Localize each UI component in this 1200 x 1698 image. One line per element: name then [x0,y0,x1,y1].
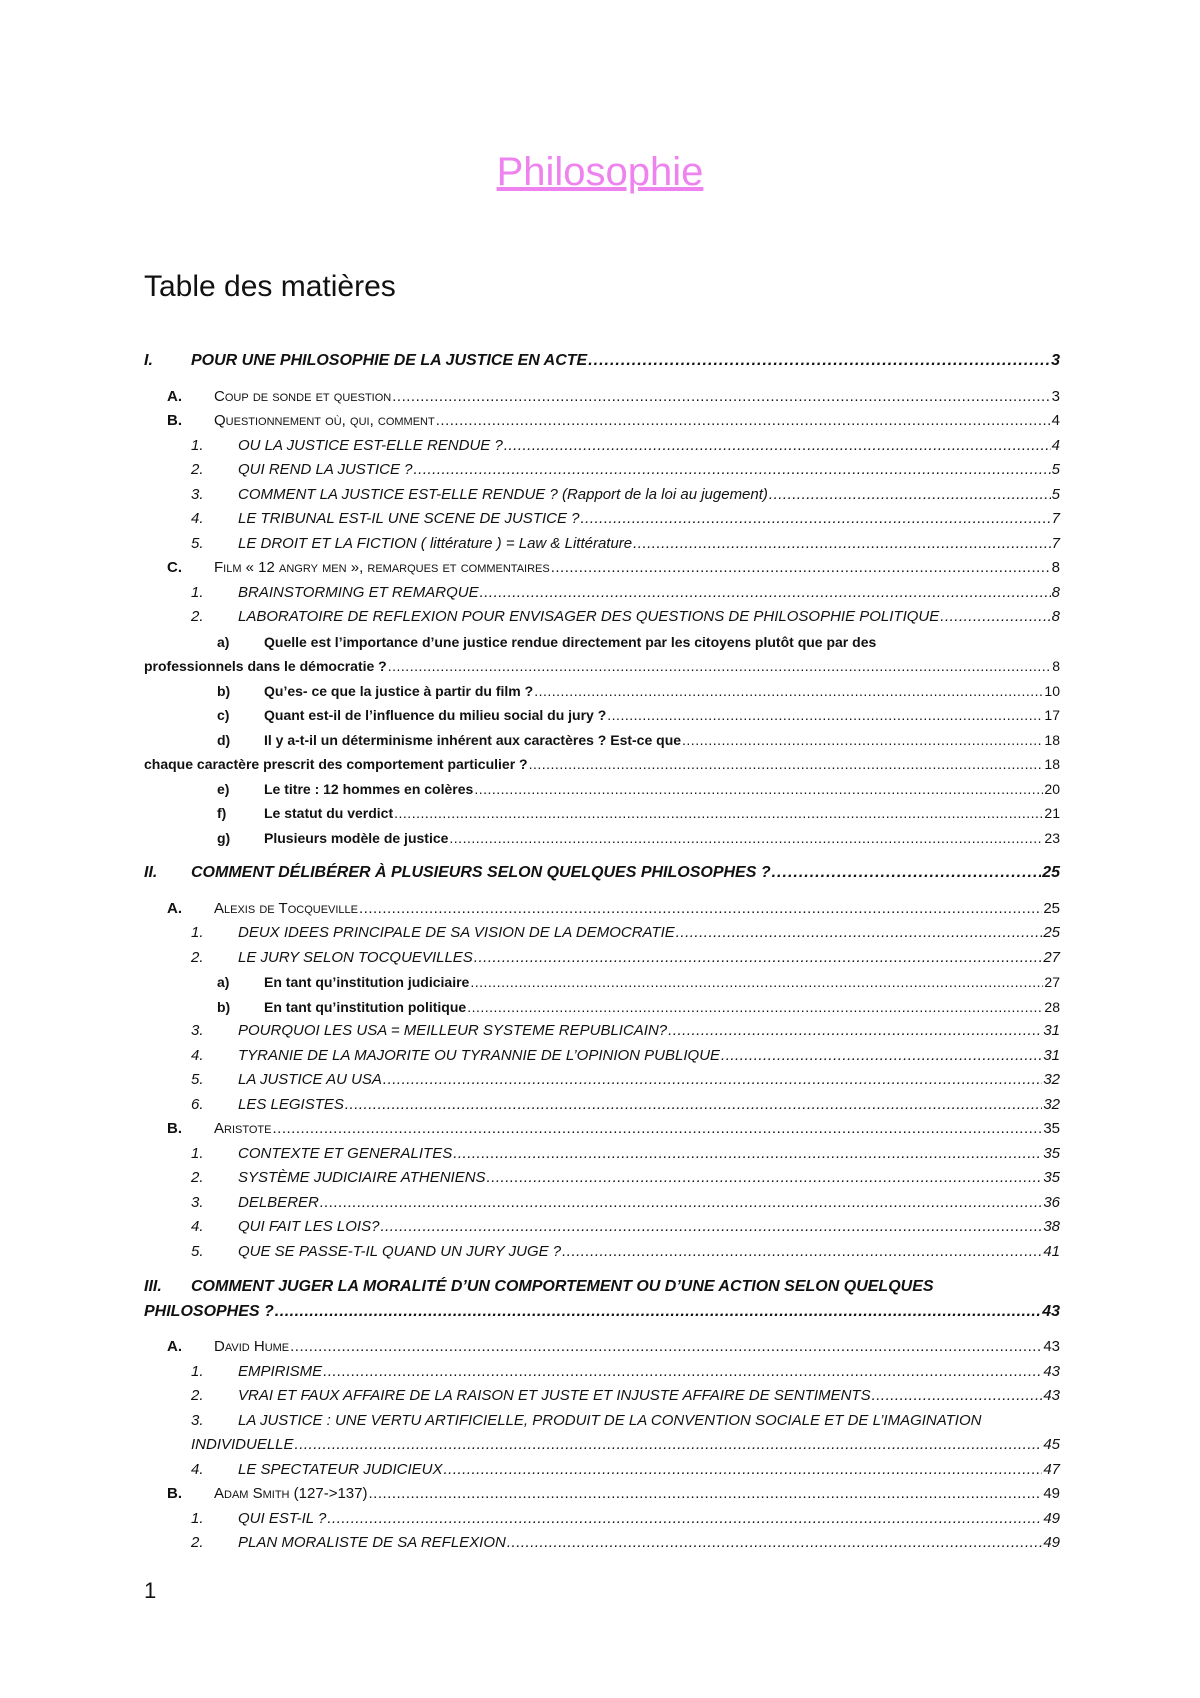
toc-entry-text: chaque caractère prescrit des comportement particulier ? [144,756,528,772]
toc-leader-dots [668,1019,1042,1044]
toc-entry-page: 5 [1051,485,1060,503]
toc-leader-dots [449,826,1043,851]
toc-entry-text: Coup de sonde et question [214,387,392,405]
toc-leader-dots [368,1482,1042,1507]
toc-entry-text: LA JUSTICE : UNE VERTU ARTIFICIELLE, PRODUIT DE LA CONVENTION SOCIALE ET DE L’IMAGINATION [238,1411,982,1429]
toc-entry-text: Film « 12 angry men », remarques et commentaires [214,559,550,576]
toc-entry-number: 2. [191,608,204,625]
toc-entry[interactable] [144,801,1060,826]
toc-entry-page: 47 [1043,1460,1060,1478]
toc-entry-number: 3. [191,485,204,503]
toc-entry-page: 21 [1044,805,1060,821]
document-title: Philosophie [496,150,704,194]
toc-entry-text: LE JURY SELON TOCQUEVILLES [238,948,473,966]
toc-leader-dots [290,1335,1042,1360]
toc-entry[interactable] [144,921,1060,946]
toc-entry[interactable] [144,1117,1060,1142]
toc-entry-number: 6. [191,1095,204,1113]
toc-entry[interactable] [144,1191,1060,1216]
toc-entry-page: 27 [1044,974,1060,990]
toc-entry[interactable] [144,1142,1060,1167]
toc-entry[interactable] [144,385,1060,410]
toc-entry-number: d) [217,731,231,748]
toc-leader-dots [474,777,1043,802]
toc-entry[interactable] [144,532,1060,557]
toc-entry[interactable] [144,1166,1060,1191]
toc-entry-number: f) [217,805,227,821]
toc-entry-page: 23 [1044,829,1060,846]
toc-entry-number: 1. [191,924,204,941]
toc-heading: Table des matières [144,270,396,303]
toc-entry[interactable] [144,434,1060,459]
toc-entry[interactable] [144,861,1060,886]
page-number: 1 [144,1578,157,1603]
toc-entry-text: CONTEXTE ET GENERALITES [238,1144,453,1162]
toc-entry[interactable] [144,1458,1060,1483]
toc-entry-text: VRAI ET FAUX AFFAIRE DE LA RAISON ET JUSTE ET INJUSTE AFFAIRE DE SENTIMENTS [238,1387,871,1404]
toc-leader-dots [470,970,1043,995]
toc-entry-text: LABORATOIRE DE REFLEXION POUR ENVISAGER DES QUESTIONS DE PHILOSOPHIE POLITIQUE [238,608,940,625]
toc-entry-page: 5 [1051,461,1060,478]
toc-entry-number: 3. [191,1411,204,1429]
toc-entry-text: LES LEGISTES [238,1095,344,1113]
toc-leader-dots [380,1215,1042,1240]
toc-leader-dots [392,385,1050,410]
toc-entry-text: QUI FAIT LES LOIS? [238,1218,380,1235]
toc-entry[interactable] [144,777,1060,802]
toc-entry[interactable] [144,556,1060,581]
toc-leader-dots [345,1093,1042,1118]
toc-entry-page: 25 [1043,899,1060,917]
toc-entry-number: 1. [191,1144,204,1162]
toc-entry-number: III. [144,1278,162,1295]
toc-entry-page: 43 [1043,1338,1060,1355]
toc-entry-text: Plusieurs modèle de justice [264,829,449,846]
toc-entry-number: c) [217,707,230,723]
toc-entry-page: 20 [1044,780,1060,797]
toc-entry-text: POURQUOI LES USA = MEILLEUR SYSTEME REPUBLICAIN? [238,1022,668,1039]
toc-entry[interactable] [144,728,1060,753]
toc-entry-number: 2. [191,461,204,478]
toc-entry-text: DEUX IDEES PRINCIPALE DE SA VISION DE LA DEMOCRATIE [238,924,675,941]
toc-entry-page: 31 [1043,1022,1060,1039]
toc-leader-dots [581,507,1051,532]
toc-entry-page: 43 [1043,1387,1060,1404]
toc-entry-text: LE DROIT ET LA FICTION ( littérature ) = Law & Littérature [238,534,633,552]
toc-entry-page: 38 [1043,1218,1060,1235]
toc-entry[interactable] [144,458,1060,483]
toc-entry-text: Quelle est l’importance d’une justice rendue directement par les citoyens plutôt que par des [264,633,877,650]
toc-entry[interactable] [144,703,1060,728]
toc-entry[interactable] [144,1019,1060,1044]
toc-entry[interactable] [144,946,1060,971]
toc-entry-page: 35 [1043,1120,1060,1137]
toc-entry-number: A. [167,387,182,405]
toc-entry[interactable] [144,1044,1060,1069]
toc-entry-text: Alexis de Tocqueville [214,899,358,917]
toc-entry-number: 4. [191,1460,204,1478]
toc-entry-text: EMPIRISME [238,1362,323,1380]
toc-entry-number: b) [217,998,231,1015]
table-of-contents [144,349,1060,1556]
toc-entry-text: professionnels dans le démocratie ? [144,658,387,674]
toc-entry-page: 32 [1043,1071,1060,1088]
toc-leader-dots [562,1240,1042,1265]
toc-entry-number: B. [167,1120,182,1137]
toc-entry-text: QUI EST-IL ? [238,1509,327,1527]
toc-entry[interactable] [144,630,1060,655]
toc-entry[interactable] [144,581,1060,606]
toc-leader-dots [436,409,1051,434]
toc-entry-text: Qu’es- ce que la justice à partir du film ? [264,682,534,699]
toc-entry-page: 3 [1051,387,1060,405]
toc-entry[interactable] [144,1482,1060,1507]
toc-entry-page: 49 [1043,1485,1060,1502]
toc-entry-text: Questionnement où, qui, comment [214,412,435,429]
toc-entry-number: 3. [191,1022,204,1039]
toc-leader-dots [487,1166,1043,1191]
toc-leader-dots [467,995,1043,1020]
toc-leader-dots [772,861,1042,886]
toc-entry-number: II. [144,864,158,881]
toc-leader-dots [320,1191,1042,1216]
toc-leader-dots [529,752,1044,777]
toc-entry-text: David Hume [214,1338,290,1355]
toc-entry-number: C. [167,559,182,576]
toc-leader-dots [327,1507,1042,1532]
toc-leader-dots [474,946,1043,971]
toc-entry[interactable] [144,1360,1060,1385]
toc-entry-page: 45 [1043,1436,1060,1453]
toc-entry-number: 1. [191,1509,204,1527]
toc-leader-dots [443,1458,1042,1483]
toc-entry[interactable] [144,1433,1060,1458]
toc-leader-dots [275,1300,1041,1325]
toc-entry[interactable] [144,995,1060,1020]
toc-leader-dots [323,1360,1042,1385]
toc-entry-text: QUE SE PASSE-T-IL QUAND UN JURY JUGE ? [238,1242,562,1260]
toc-entry[interactable] [144,826,1060,851]
toc-entry-number: g) [217,829,231,846]
toc-entry-page: 49 [1043,1534,1060,1551]
toc-entry-page: 35 [1043,1144,1060,1162]
toc-entry-page: 8 [1051,559,1060,576]
toc-entry-text: Adam Smith (127->137) [214,1485,368,1502]
toc-entry-page: 32 [1043,1095,1060,1113]
toc-entry[interactable] [144,1275,1060,1300]
toc-entry-number: B. [167,412,182,429]
toc-entry-text: TYRANIE DE LA MAJORITE OU TYRANNIE DE L’OPINION PUBLIQUE [238,1046,721,1064]
toc-entry-text: BRAINSTORMING ET REMARQUE [238,583,479,601]
toc-entry-number: a) [217,633,230,650]
toc-entry-number: 4. [191,510,204,527]
toc-leader-dots [413,458,1050,483]
toc-entry-text: INDIVIDUELLE [191,1436,294,1453]
toc-entry-page: 36 [1043,1193,1060,1211]
toc-entry[interactable] [144,897,1060,922]
toc-entry-page: 8 [1051,583,1060,601]
toc-entry[interactable] [144,752,1060,777]
toc-entry-page: 25 [1043,924,1060,941]
toc-entry[interactable] [144,1240,1060,1265]
toc-entry-text: LE SPECTATEUR JUDICIEUX [238,1460,443,1478]
toc-entry-number: 4. [191,1218,204,1235]
toc-leader-dots [359,897,1042,922]
toc-entry-page: 43 [1042,1302,1060,1320]
toc-entry-text: PLAN MORALISTE DE SA REFLEXION [238,1534,506,1551]
toc-entry-number: 5. [191,1242,204,1260]
toc-entry-number: 2. [191,948,204,966]
toc-entry-text: COMMENT LA JUSTICE EST-ELLE RENDUE ? (Rapport de la loi au jugement) [238,485,768,503]
toc-entry[interactable] [144,1531,1060,1556]
toc-entry-text: PHILOSOPHES ? [144,1302,274,1320]
toc-entry[interactable] [144,679,1060,704]
toc-leader-dots [588,349,1050,374]
toc-entry-page: 8 [1052,658,1060,674]
toc-entry-text: QUI REND LA JUSTICE ? [238,461,413,478]
toc-entry-page: 28 [1044,998,1060,1015]
toc-entry[interactable] [144,1335,1060,1360]
toc-entry-text: Quant est-il de l’influence du milieu social du jury ? [264,707,607,723]
toc-entry-number: A. [167,1338,182,1355]
toc-entry[interactable] [144,507,1060,532]
toc-entry[interactable] [144,1300,1060,1325]
toc-entry-number: 4. [191,1046,204,1064]
toc-entry-page: 25 [1042,864,1060,881]
toc-entry-text: En tant qu’institution judiciaire [264,974,470,990]
toc-leader-dots [295,1433,1043,1458]
toc-entry[interactable] [144,605,1060,630]
toc-entry-page: 4 [1051,412,1060,429]
toc-entry-number: 1. [191,583,204,601]
toc-leader-dots [394,801,1043,826]
toc-entry-number: 1. [191,1362,204,1380]
toc-entry-page: 43 [1043,1362,1060,1380]
toc-entry-page: 18 [1044,731,1060,748]
toc-leader-dots [272,1117,1042,1142]
toc-entry-page: 35 [1043,1169,1060,1186]
toc-entry-page: 27 [1043,948,1060,966]
toc-entry[interactable] [144,1093,1060,1118]
toc-entry[interactable] [144,970,1060,995]
toc-entry-number: 2. [191,1169,204,1186]
toc-entry[interactable] [144,654,1060,679]
toc-entry-text: En tant qu’institution politique [264,998,467,1015]
toc-leader-dots [940,605,1050,630]
toc-entry-page: 8 [1051,608,1060,625]
toc-leader-dots [721,1044,1042,1069]
toc-entry-text: DELBERER [238,1193,319,1211]
toc-entry-text: COMMENT DÉLIBÉRER À PLUSIEURS SELON QUELQUES PHILOSOPHES ? [191,864,771,881]
toc-entry-text: Le statut du verdict [264,805,394,821]
toc-entry-page: 18 [1044,756,1060,772]
toc-entry-number: 2. [191,1387,204,1404]
toc-entry-number: e) [217,780,230,797]
toc-entry[interactable] [144,1384,1060,1409]
toc-leader-dots [453,1142,1042,1167]
toc-entry-number: a) [217,974,230,990]
toc-entry[interactable] [144,349,1060,374]
toc-leader-dots [676,921,1043,946]
toc-entry-number: B. [167,1485,182,1502]
toc-entry-text: POUR UNE PHILOSOPHIE DE LA JUSTICE EN ACTE [191,352,588,369]
toc-entry-text: LE TRIBUNAL EST-IL UNE SCENE DE JUSTICE ? [238,510,580,527]
toc-entry-page: 7 [1051,534,1060,552]
toc-leader-dots [607,703,1043,728]
toc-leader-dots [480,581,1051,606]
toc-entry-text: Le titre : 12 hommes en colères [264,780,474,797]
toc-entry[interactable] [144,1215,1060,1240]
toc-leader-dots [388,654,1051,679]
toc-entry-number: 5. [191,1071,204,1088]
toc-entry-page: 3 [1051,352,1060,369]
toc-leader-dots [504,434,1051,459]
toc-entry[interactable] [144,1507,1060,1532]
toc-entry-text: OU LA JUSTICE EST-ELLE RENDUE ? [238,436,503,454]
toc-entry-number: 3. [191,1193,204,1211]
toc-leader-dots [551,556,1051,581]
toc-entry[interactable] [144,1409,1060,1434]
toc-entry-page: 4 [1051,436,1060,454]
toc-leader-dots [507,1531,1042,1556]
toc-entry-page: 41 [1043,1242,1060,1260]
toc-entry-page: 10 [1044,682,1060,699]
toc-entry[interactable] [144,483,1060,508]
toc-entry-page: 7 [1051,510,1060,527]
toc-leader-dots [383,1068,1042,1093]
toc-entry-page: 49 [1043,1509,1060,1527]
toc-entry-page: 17 [1044,707,1060,723]
toc-leader-dots [534,679,1043,704]
toc-entry-text: SYSTÈME JUDICIAIRE ATHENIENS [238,1169,486,1186]
toc-entry[interactable] [144,409,1060,434]
toc-entry-text: Aristote [214,1120,272,1137]
toc-entry-text: COMMENT JUGER LA MORALITÉ D’UN COMPORTEMENT OU D’UNE ACTION SELON QUELQUES [191,1278,934,1295]
toc-entry-number: 1. [191,436,204,454]
toc-entry-number: A. [167,899,182,917]
toc-entry-page: 31 [1043,1046,1060,1064]
toc-entry-number: b) [217,682,231,699]
toc-entry[interactable] [144,1068,1060,1093]
toc-entry-text: Il y a-t-il un déterminisme inhérent aux caractères ? Est-ce que [264,731,682,748]
toc-leader-dots [682,728,1043,753]
toc-leader-dots [872,1384,1043,1409]
toc-entry-number: 5. [191,534,204,552]
toc-leader-dots [769,483,1051,508]
toc-entry-number: I. [144,352,153,369]
toc-leader-dots [633,532,1051,557]
toc-entry-text: LA JUSTICE AU USA [238,1071,382,1088]
toc-entry-number: 2. [191,1534,204,1551]
